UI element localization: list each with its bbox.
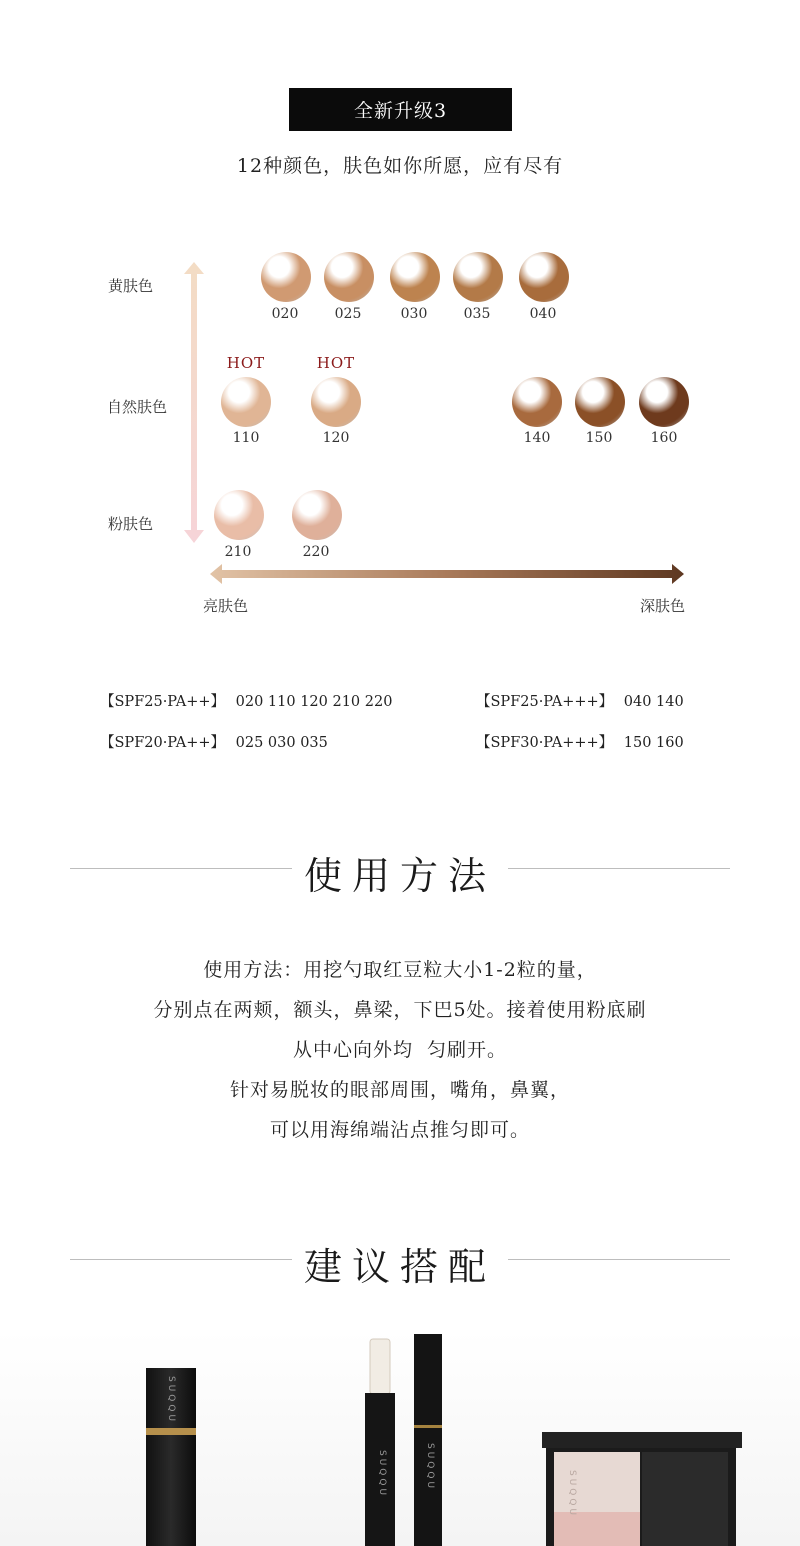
subtitle: 12种颜色，肤色如你所愿，应有尽有 [236,155,564,177]
spf-label: 【SPF25·PA+++】 [476,694,614,710]
hot-badge-120: HOT [316,354,356,372]
swatch-020 [261,252,311,302]
shade-code-120: 120 [322,430,350,446]
shade-code-025: 025 [334,306,362,322]
x-label-dark: 深肤色 [640,597,686,615]
row-label-pink: 粉肤色 [108,515,154,533]
shade-code-035: 035 [463,306,491,322]
swatch-110 [221,377,271,427]
suqqu-logo: SUQQU [567,1470,577,1519]
swatch-210 [214,490,264,540]
divider-line [70,1259,292,1260]
shade-code-020: 020 [271,306,299,322]
suqqu-logo: SUQQU [166,1376,176,1425]
spf-codes: 150 160 [623,735,684,751]
spf-row [476,690,684,711]
shade-code-030: 030 [400,306,428,322]
divider-line [508,868,730,869]
shade-code-040: 040 [529,306,557,322]
brush-pen-product [408,1333,448,1546]
usage-line: 分别点在两颊，额头，鼻梁，下巴5处。接着使用粉底刷 [153,999,647,1021]
spf-label: 【SPF30·PA+++】 [476,735,614,751]
shade-code-140: 140 [523,430,551,446]
swatch-150 [575,377,625,427]
usage-line: 使用方法：用挖勺取红豆粒大小1-2粒的量， [203,959,597,981]
spf-row [476,731,684,752]
swatch-140 [512,377,562,427]
spf-label: 【SPF25·PA++】 [100,694,226,710]
swatch-025 [324,252,374,302]
swatch-120 [311,377,361,427]
usage-line: 可以用海绵端沾点推匀即可。 [269,1119,530,1141]
spf-row [100,690,392,711]
spf-codes: 020 110 120 210 220 [235,694,393,710]
upgrade-badge: 全新升级3 [289,88,512,131]
shade-code-150: 150 [585,430,613,446]
horizontal-arrow-icon [208,562,688,586]
concealer-tube-product [143,1366,199,1546]
usage-title: 使用方法 [303,854,496,898]
swatch-035 [453,252,503,302]
vertical-arrow-icon [182,260,206,545]
shade-code-110: 110 [232,430,260,446]
shade-code-210: 210 [224,544,252,560]
spf-label: 【SPF20·PA++】 [100,735,226,751]
divider-line [70,868,292,869]
swatch-160 [639,377,689,427]
powder-palette-product [540,1430,744,1546]
spf-codes: 025 030 035 [235,735,328,751]
usage-line: 从中心向外均 匀刷开。 [292,1039,508,1061]
suqqu-logo: SUQQU [377,1450,387,1499]
row-label-natural: 自然肤色 [107,398,168,416]
swatch-030 [390,252,440,302]
x-label-light: 亮肤色 [203,597,249,615]
hot-badge-110: HOT [226,354,266,372]
shade-code-160: 160 [650,430,678,446]
row-label-yellow: 黄肤色 [108,277,154,295]
shade-code-220: 220 [302,544,330,560]
concealer-pen-product [358,1335,408,1546]
recommend-title: 建议搭配 [303,1245,496,1289]
swatch-040 [519,252,569,302]
swatch-220 [292,490,342,540]
suqqu-logo: SUQQU [425,1443,435,1492]
divider-line [508,1259,730,1260]
spf-row [100,731,328,752]
usage-text [0,950,800,1150]
usage-line: 针对易脱妆的眼部周围，嘴角，鼻翼， [229,1079,570,1101]
spf-codes: 040 140 [623,694,684,710]
